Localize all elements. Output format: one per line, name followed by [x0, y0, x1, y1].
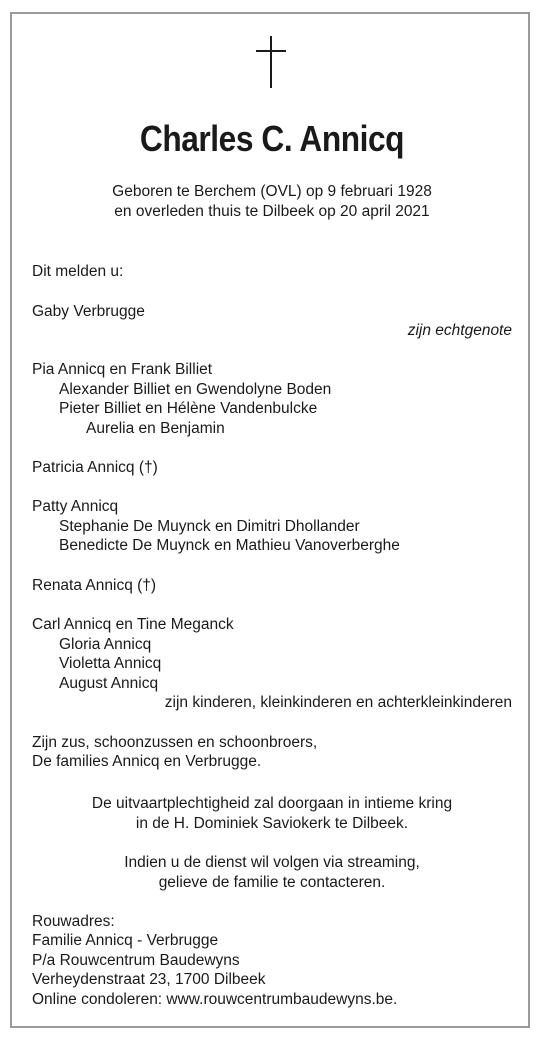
family-head: Carl Annicq en Tine Meganck — [32, 616, 234, 633]
siblings-line: Zijn zus, schoonzussen en schoonbroers, — [32, 734, 318, 751]
cross-icon — [256, 36, 286, 88]
grandchild-line: Benedicte De Muynck en Mathieu Vanoverberghe — [59, 537, 400, 554]
family-head: Patricia Annicq (†) — [32, 459, 158, 476]
address-line: Familie Annicq - Verbrugge — [32, 932, 219, 949]
ceremony-line: De uitvaartplechtigheid zal doorgaan in intieme kring — [91, 795, 453, 812]
grandchild-line: Gloria Annicq — [59, 636, 152, 653]
streaming-line: Indien u de dienst wil volgen via streaming, — [124, 854, 420, 871]
condolence-link[interactable]: Online condoleren: www.rouwcentrumbaudewyns.be. — [32, 991, 398, 1008]
spouse-name: Gaby Verbrugge — [32, 303, 145, 320]
streaming-line: gelieve de familie te contacteren. — [158, 874, 386, 891]
address-label: Rouwadres: — [32, 913, 115, 930]
grandchild-line: August Annicq — [59, 675, 159, 692]
birth-line: Geboren te Berchem (OVL) op 9 februari 1928 — [112, 183, 432, 200]
family-head: Pia Annicq en Frank Billiet — [32, 361, 213, 378]
death-line: en overleden thuis te Dilbeek op 20 april 2021 — [114, 203, 430, 220]
children-role: zijn kinderen, kleinkinderen en achterkleinkinderen — [164, 694, 512, 711]
intro-text: Dit melden u: — [32, 263, 124, 280]
great-grandchild-line: Aurelia en Benjamin — [86, 420, 225, 437]
deceased-name: Charles C. Annicq — [139, 118, 405, 159]
address-line: Verheydenstraat 23, 1700 Dilbeek — [32, 971, 266, 988]
address-line: P/a Rouwcentrum Baudewyns — [32, 952, 240, 969]
grandchild-line: Stephanie De Muynck en Dimitri Dhollander — [59, 518, 360, 535]
grandchild-line: Pieter Billiet en Hélène Vandenbulcke — [59, 400, 318, 417]
siblings-line: De families Annicq en Verbrugge. — [32, 753, 262, 770]
spouse-role: zijn echtgenote — [407, 322, 512, 339]
grandchild-line: Violetta Annicq — [59, 655, 162, 672]
grandchild-line: Alexander Billiet en Gwendolyne Boden — [59, 381, 332, 398]
family-head: Renata Annicq (†) — [32, 577, 157, 594]
ceremony-line: in de H. Dominiek Saviokerk te Dilbeek. — [135, 815, 409, 832]
family-head: Patty Annicq — [32, 498, 119, 515]
